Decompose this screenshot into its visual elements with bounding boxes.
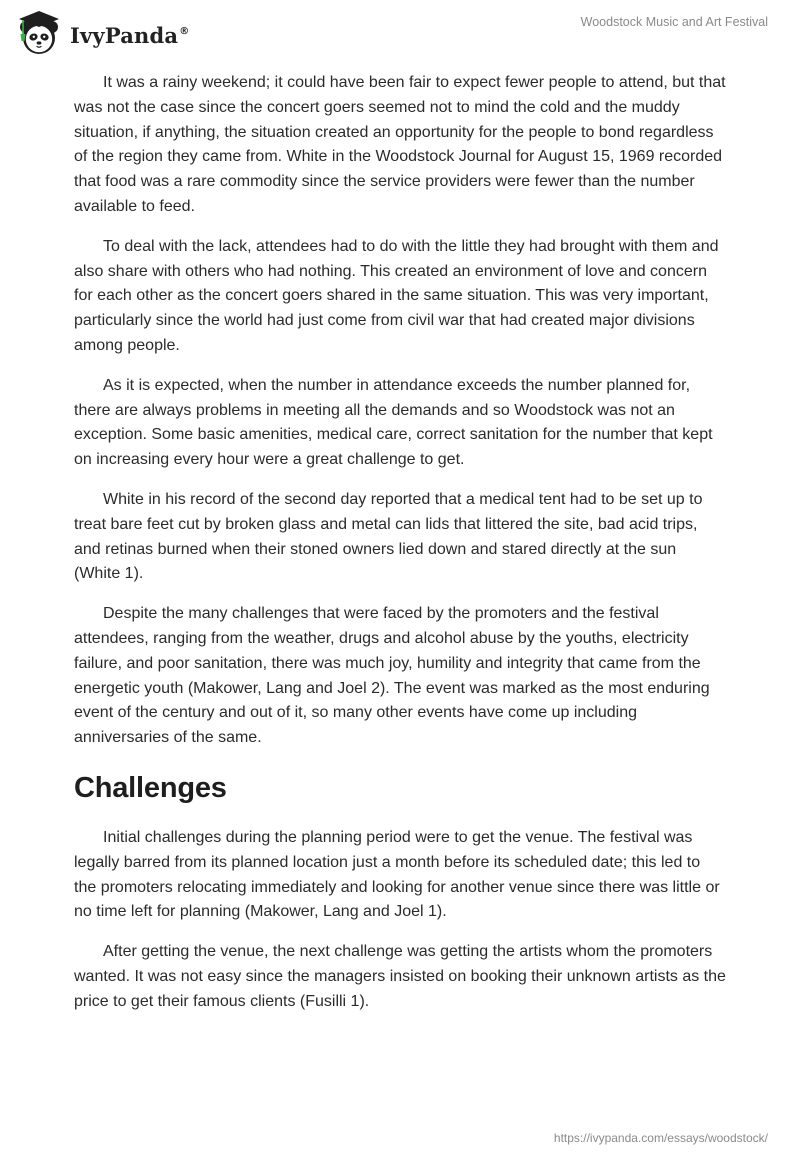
essay-content xyxy=(74,71,726,1030)
body-paragraph: Despite the many challenges that were faced by the promoters and the festival attendees, ranging from the weather, drugs and alcohol abuse by the youths, electricity failure, and poor sanitation, there was much joy, humility and integrity that came from the energetic youth (Makower, Lang and Joel 2). The event was marked as the most enduring event of the century and out of it, so many other events have come up including anniversaries of the same. xyxy=(74,605,710,747)
brand-name xyxy=(70,23,189,48)
body-paragraph: To deal with the lack, attendees had to do with the little they had brought with them and also share with others who had nothing. This created an environment of love and concern for each other as the concert goers shared in the same situation. This was very important, particularly since the world had just come from civil war that had created major divisions among people. xyxy=(74,237,719,354)
body-paragraph: After getting the venue, the next challenge was getting the artists whom the promoters wanted. It was not easy since the managers insisted on booking their unknown artists as the price to get their famous clients (Fusilli 1). xyxy=(74,943,726,1010)
page-header xyxy=(0,0,800,70)
body-paragraph: As it is expected, when the number in attendance exceeds the number planned for, there are always problems in meeting all the demands and so Woodstock was not an exception. Some basic amenities, medical care, correct sanitation for the number that kept on increasing every hour were a great challenge to get. xyxy=(74,376,713,469)
document-title: Woodstock Music and Art Festival xyxy=(580,15,768,29)
source-url[interactable]: https://ivypanda.com/essays/woodstock/ xyxy=(553,1131,768,1145)
section-heading-challenges: Challenges xyxy=(74,771,227,804)
body-paragraph: It was a rainy weekend; it could have been fair to expect fewer people to attend, but that was not the case since the concert goers seemed not to mind the cold and the muddy situation, if anything, the situation created an opportunity for the people to bond regardless of the region they came from. White in the Woodstock Journal for August 15, 1969 recorded that food was a rare commodity since the service providers were fewer than the number available to feed. xyxy=(74,74,726,215)
panda-graduation-cap-icon xyxy=(14,8,64,58)
brand-wordmark: IvyPanda xyxy=(70,22,179,48)
body-paragraph: White in his record of the second day reported that a medical tent had to be set up to treat bare feet cut by broken glass and metal can lids that littered the site, bad acid trips, and retinas burned when their stoned owners lied down and stared directly at the sun (White 1). xyxy=(74,490,703,583)
registered-mark: ® xyxy=(179,25,190,37)
body-paragraph: Initial challenges during the planning period were to get the venue. The festival was legally barred from its planned location just a month before its scheduled date; this led to the promoters relocating immediately and looking for another venue since there was little or no time left for planning (Makower, Lang and Joel 1). xyxy=(74,828,720,921)
ivypanda-logo[interactable] xyxy=(14,8,189,58)
